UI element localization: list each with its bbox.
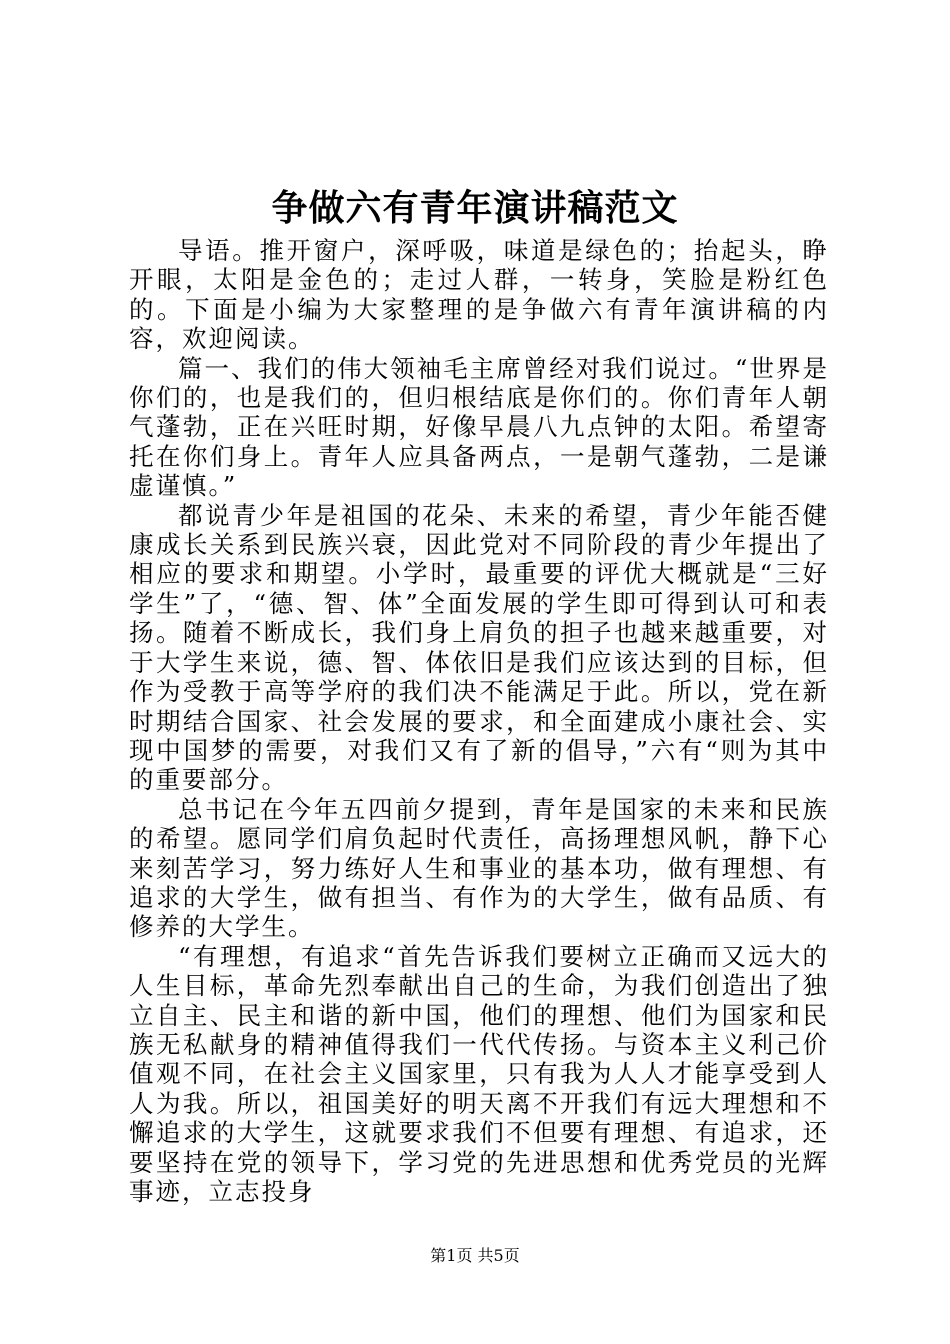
paragraph-ideals: “有理想，有追求“首先告诉我们要树立正确而又远大的人生目标，革命先烈奉献出自己的生命，为我们创造出了独立自主、民主和谐的新中国，他们的理想、他们为国家和民族无私献身的精神值得我们一代代传扬。与资本主义利己价值观不同，在社会主义国家里，只有我为人人才能享受到人人为我。所以，祖国美好的明天离不开我们有远大理想和不懈追求的大学生，这就要求我们不但要有理想、有追求，还要坚持在党的领导下，学习党的先进思想和优秀党员的光辉事迹，立志投身 xyxy=(129,941,829,1206)
paragraph-general-secretary: 总书记在今年五四前夕提到，青年是国家的未来和民族的希望。愿同学们肩负起时代责任，高扬理想风帆，静下心来刻苦学习，努力练好人生和事业的基本功，做有理想、有追求的大学生，做有担当、有作为的大学生，做有品质、有修养的大学生。 xyxy=(129,794,829,942)
paragraph-youth: 都说青少年是祖国的花朵、未来的希望，青少年能否健康成长关系到民族兴衰，因此党对不同阶段的青少年提出了相应的要求和期望。小学时，最重要的评优大概就是“三好学生”了，“德、智、体”全面发展的学生即可得到认可和表扬。随着不断成长，我们身上肩负的担子也越来越重要，对于大学生来说，德、智、体依旧是我们应该达到的目标，但作为受教于高等学府的我们决不能满足于此。所以，党在新时期结合国家、社会发展的要求，和全面建成小康社会、实现中国梦的需要，对我们又有了新的倡导，”六有“则为其中的重要部分。 xyxy=(129,500,829,795)
page-number-footer: 第1页 共5页 xyxy=(430,1246,520,1265)
paragraph-intro: 导语。推开窗户，深呼吸，味道是绿色的；抬起头，睁开眼，太阳是金色的；走过人群，一转身，笑脸是粉红色的。下面是小编为大家整理的是争做六有青年演讲稿的内容，欢迎阅读。 xyxy=(129,236,829,354)
document-body xyxy=(129,236,829,1206)
document-title: 争做六有青年演讲稿范文 xyxy=(271,187,679,229)
paragraph-part-one: 篇一、我们的伟大领袖毛主席曾经对我们说过。“世界是你们的，也是我们的，但归根结底是你们的。你们青年人朝气蓬勃，正在兴旺时期，好像早晨八九点钟的太阳。希望寄托在你们身上。青年人应具备两点，一是朝气蓬勃，二是谦虚谨慎。” xyxy=(129,353,829,501)
